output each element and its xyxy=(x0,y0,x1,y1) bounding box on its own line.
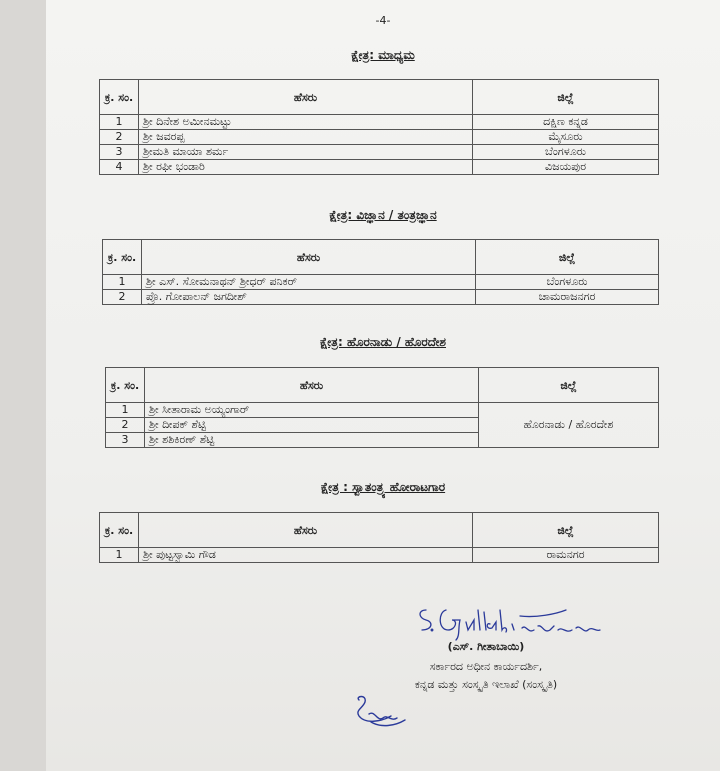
name-cell: ಶ್ರೀಮತಿ ಮಾಯಾ ಶರ್ಮ xyxy=(139,145,473,160)
section-heading-overseas: ಕ್ಷೇತ್ರ: ಹೊರನಾಡು / ಹೊರದೇಶ xyxy=(319,335,446,349)
serial-cell: 2 xyxy=(100,130,139,145)
table-row xyxy=(100,548,659,563)
district-cell: ರಾಮನಗರ xyxy=(473,548,659,563)
name-cell: ಶ್ರೀ ಸೀತಾರಾಮ ಅಯ್ಯಂಗಾರ್ xyxy=(145,403,479,418)
page-number: -4- xyxy=(375,14,391,27)
section-heading-science: ಕ್ಷೇತ್ರ: ವಿಜ್ಞಾನ / ತಂತ್ರಜ್ಞಾನ xyxy=(329,208,437,222)
header-name: ಹೆಸರು xyxy=(142,240,476,275)
district-cell-merged: ಹೊರನಾಡು / ಹೊರದೇಶ xyxy=(479,403,659,448)
district-cell: ಮೈಸೂರು xyxy=(473,130,659,145)
name-cell: ಶ್ರೀ ಜವರಪ್ಪ xyxy=(139,130,473,145)
initials-mark xyxy=(351,692,411,732)
header-name: ಹೆಸರು xyxy=(139,80,473,115)
header-serial: ಕ್ರ. ಸಂ. xyxy=(103,240,142,275)
serial-cell: 1 xyxy=(100,548,139,563)
header-district: ಜಿಲ್ಲೆ xyxy=(473,80,659,115)
serial-cell: 4 xyxy=(100,160,139,175)
table-science xyxy=(102,239,659,305)
section-heading-freedom-fighter: ಕ್ಷೇತ್ರ : ಸ್ವಾತಂತ್ರ್ಯ ಹೋರಾಟಗಾರ xyxy=(320,480,446,494)
header-district: ಜಿಲ್ಲೆ xyxy=(473,513,659,548)
name-cell: ಶ್ರೀ ರಫೀ ಭಂಡಾರಿ xyxy=(139,160,473,175)
handwritten-signature xyxy=(416,600,616,642)
table-header-row xyxy=(100,513,659,548)
table-row xyxy=(100,160,659,175)
table-row xyxy=(103,290,659,305)
name-cell: ಶ್ರೀ ಪುಟ್ಟಸ್ವಾಮಿ ಗೌಡ xyxy=(139,548,473,563)
header-district: ಜಿಲ್ಲೆ xyxy=(476,240,659,275)
name-cell: ಶ್ರೀ ದೀಪಕ್ ಶೆಟ್ಟಿ xyxy=(145,418,479,433)
table-row xyxy=(100,130,659,145)
table-row xyxy=(100,145,659,160)
table-overseas xyxy=(105,367,659,448)
table-header-row xyxy=(106,368,659,403)
serial-cell: 3 xyxy=(100,145,139,160)
signatory-department: ಕನ್ನಡ ಮತ್ತು ಸಂಸ್ಕೃತಿ ಇಲಾಖೆ (ಸಂಸ್ಕೃತಿ) xyxy=(414,678,558,691)
serial-cell: 1 xyxy=(103,275,142,290)
district-cell: ಬೆಂಗಳೂರು xyxy=(473,145,659,160)
header-name: ಹೆಸರು xyxy=(139,513,473,548)
serial-cell: 2 xyxy=(103,290,142,305)
header-district: ಜಿಲ್ಲೆ xyxy=(479,368,659,403)
serial-cell: 1 xyxy=(100,115,139,130)
name-cell: ಶ್ರೀ ದಿನೇಶ ಅಮೀನಮಟ್ಟು xyxy=(139,115,473,130)
header-serial: ಕ್ರ. ಸಂ. xyxy=(106,368,145,403)
table-media xyxy=(99,79,659,175)
table-row xyxy=(100,115,659,130)
district-cell: ಚಾಮರಾಜನಗರ xyxy=(476,290,659,305)
section-heading-media: ಕ್ಷೇತ್ರ: ಮಾಧ್ಯಮ xyxy=(351,48,415,62)
header-serial: ಕ್ರ. ಸಂ. xyxy=(100,513,139,548)
header-serial: ಕ್ರ. ಸಂ. xyxy=(100,80,139,115)
table-row xyxy=(103,275,659,290)
table-row xyxy=(106,403,659,418)
signatory-name: (ಎಸ್. ಗೀತಾಬಾಯಿ) xyxy=(447,640,525,653)
header-name: ಹೆಸರು xyxy=(145,368,479,403)
serial-cell: 1 xyxy=(106,403,145,418)
name-cell: ಶ್ರೀ ಶಶಿಕಿರಣ್ ಶೆಟ್ಟಿ xyxy=(145,433,479,448)
table-freedom-fighter xyxy=(99,512,659,563)
document-page xyxy=(46,0,720,771)
serial-cell: 3 xyxy=(106,433,145,448)
signatory-designation: ಸರ್ಕಾರದ ಅಧೀನ ಕಾರ್ಯದರ್ಶಿ, xyxy=(429,660,543,673)
district-cell: ವಿಜಯಪುರ xyxy=(473,160,659,175)
table-header-row xyxy=(103,240,659,275)
table-header-row xyxy=(100,80,659,115)
district-cell: ದಕ್ಷಿಣ ಕನ್ನಡ xyxy=(473,115,659,130)
name-cell: ಶ್ರೀ ಎಸ್. ಸೋಮನಾಥನ್ ಶ್ರೀಧರ್ ಪನಿಕರ್ xyxy=(142,275,476,290)
name-cell: ಪ್ರೊ. ಗೋಪಾಲನ್ ಜಗದೀಶ್ xyxy=(142,290,476,305)
district-cell: ಬೆಂಗಳೂರು xyxy=(476,275,659,290)
serial-cell: 2 xyxy=(106,418,145,433)
